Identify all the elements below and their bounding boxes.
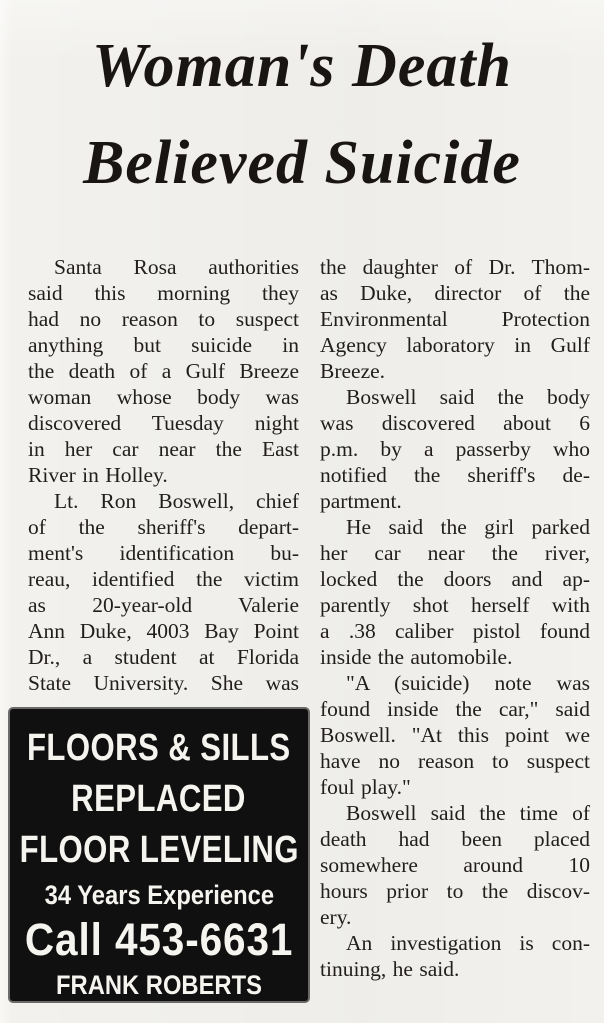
classified-ad-box bbox=[10, 709, 308, 1001]
text-line: p.m. by a passerby who bbox=[320, 437, 590, 461]
text-line: Boswell. "At this point we bbox=[320, 723, 590, 747]
headline-line-1: Woman's Death bbox=[91, 32, 513, 100]
paragraph bbox=[320, 254, 590, 384]
text-line: was discovered about 6 bbox=[320, 411, 590, 435]
ad-contact-name: FRANK ROBERTS bbox=[56, 970, 262, 1000]
text-line: said this morning they bbox=[28, 281, 299, 305]
text-line: found inside the car," said bbox=[320, 697, 590, 721]
text-line: in her car near the East bbox=[28, 437, 299, 461]
text-line: Environmental Protection bbox=[320, 307, 590, 331]
text-line: Boswell said the body bbox=[346, 385, 590, 409]
text-line: somewhere around 10 bbox=[320, 853, 590, 877]
text-line: had no reason to suspect bbox=[28, 307, 299, 331]
text-line: Boswell said the time of bbox=[346, 801, 590, 825]
text-line: foul play." bbox=[320, 775, 411, 799]
paragraph bbox=[28, 254, 299, 488]
column-right bbox=[320, 254, 590, 1001]
ad-phone-number: Call 453-6631 bbox=[24, 914, 294, 965]
text-line: a .38 caliber pistol found bbox=[320, 619, 590, 643]
text-line: woman whose body was bbox=[28, 385, 299, 409]
text-line: the daughter of Dr. Thom- bbox=[320, 255, 590, 279]
paragraph bbox=[320, 930, 590, 982]
text-line: locked the doors and ap- bbox=[320, 567, 590, 591]
paragraph bbox=[320, 514, 590, 670]
text-line: partment. bbox=[320, 489, 402, 513]
text-line: inside the automobile. bbox=[320, 645, 513, 669]
text-line: Lt. Ron Boswell, chief bbox=[54, 489, 299, 513]
text-line: An investigation is con- bbox=[346, 931, 590, 955]
text-line: parently shot herself with bbox=[320, 593, 590, 617]
ad-headline-line-2: REPLACED bbox=[71, 778, 247, 820]
paragraph bbox=[28, 488, 299, 696]
text-line: as 20-year-old Valerie bbox=[28, 593, 299, 617]
text-line: notified the sheriff's de- bbox=[320, 463, 590, 487]
text-line: "A (suicide) note was bbox=[346, 671, 590, 695]
text-line: death had been placed bbox=[320, 827, 590, 851]
text-line: reau, identified the victim bbox=[28, 567, 299, 591]
ad-headline-line-3: FLOOR LEVELING bbox=[19, 829, 299, 871]
text-line: River in Holley. bbox=[28, 463, 168, 487]
text-line: discovered Tuesday night bbox=[28, 411, 299, 435]
paragraph bbox=[320, 800, 590, 930]
text-line: hours prior to the discov- bbox=[320, 879, 590, 903]
text-line: of the sheriff's depart- bbox=[28, 515, 299, 539]
text-line: Agency laboratory in Gulf bbox=[320, 333, 590, 357]
text-line: the death of a Gulf Breeze bbox=[28, 359, 299, 383]
paragraph bbox=[320, 384, 590, 514]
text-line: tinuing, he said. bbox=[320, 957, 460, 981]
article-columns bbox=[0, 212, 604, 1001]
column-left bbox=[19, 254, 299, 1001]
text-line: Dr., a student at Florida bbox=[28, 645, 299, 669]
text-line: anything but suicide in bbox=[28, 333, 299, 357]
text-line: ery. bbox=[320, 905, 352, 929]
article-headline bbox=[0, 0, 604, 212]
text-line: Santa Rosa authorities bbox=[54, 255, 299, 279]
text-line: have no reason to suspect bbox=[320, 749, 590, 773]
text-line: Breeze. bbox=[320, 359, 386, 383]
text-line: her car near the river, bbox=[320, 541, 590, 565]
ad-experience-line: 34 Years Experience bbox=[44, 880, 274, 910]
text-line: ment's identification bu- bbox=[28, 541, 299, 565]
ad-headline-line-1: FLOORS & SILLS bbox=[27, 727, 291, 769]
paragraph bbox=[320, 670, 590, 800]
headline-line-2: Believed Suicide bbox=[83, 129, 521, 197]
text-line: as Duke, director of the bbox=[320, 281, 590, 305]
text-line: He said the girl parked bbox=[346, 515, 590, 539]
text-line: Ann Duke, 4003 Bay Point bbox=[28, 619, 299, 643]
text-line: State University. She was bbox=[28, 671, 299, 695]
